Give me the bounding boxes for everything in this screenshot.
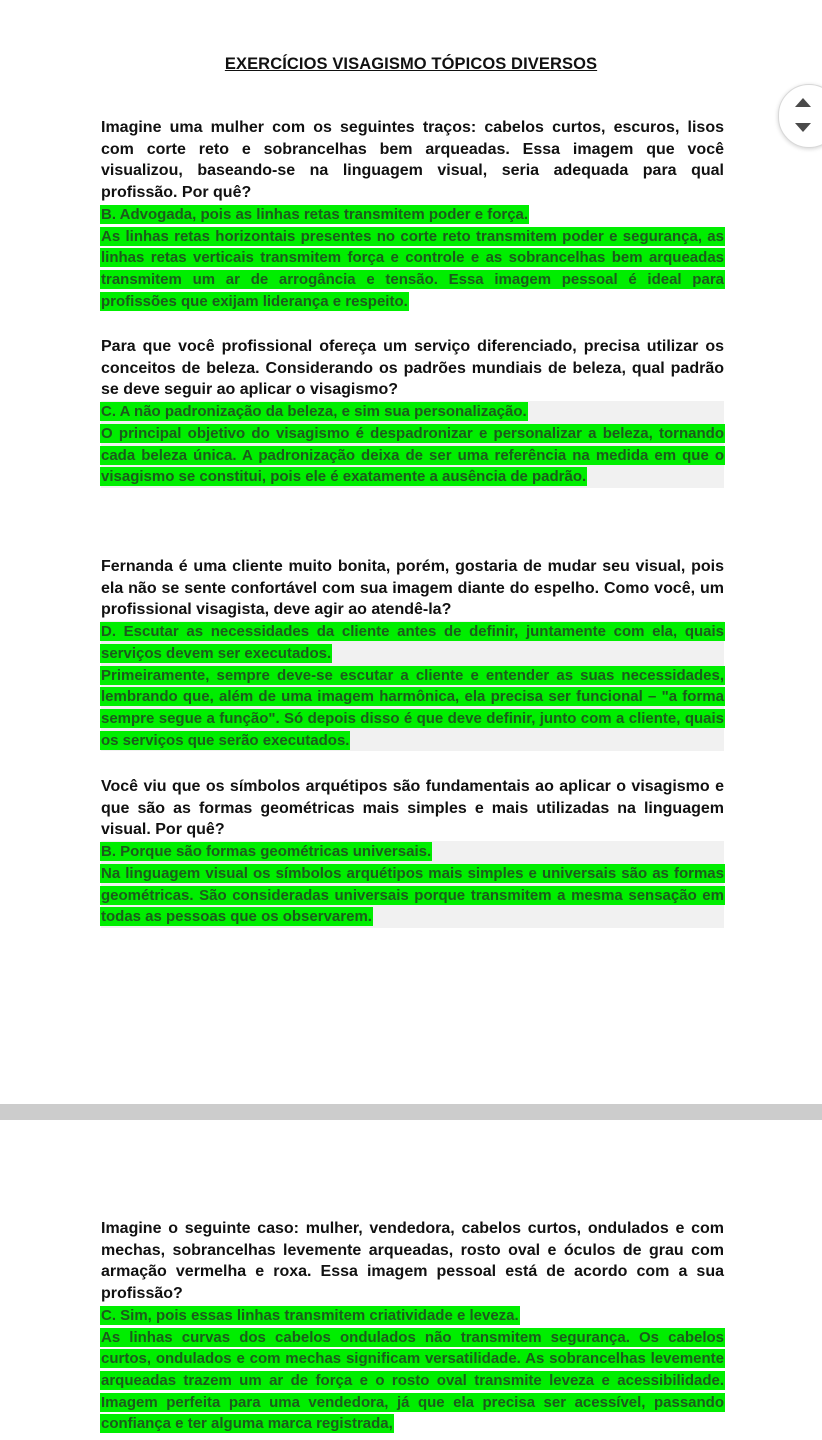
question-text: Imagine uma mulher com os seguintes traços: cabelos curtos, escuros, lisos com corte reto e sobrancelhas bem arqueadas. Essa imagem que você visualizou, baseando-se na linguagem visual, seria adequada para qual profissão. Por quê? xyxy=(101,119,724,202)
answer-highlight: C. A não padronização da beleza, e sim sua personalização. xyxy=(101,403,527,421)
answer-option xyxy=(101,1305,724,1327)
chevron-up-icon[interactable] xyxy=(795,98,811,107)
answer-option xyxy=(101,401,724,423)
answer-highlight: D. Escutar as necessidades da cliente antes de definir, juntamente com ela, quais serviços devem ser executados. xyxy=(101,623,724,662)
answer-explanation xyxy=(101,423,724,488)
answer-box xyxy=(101,841,724,928)
question-text: Para que você profissional ofereça um serviço diferenciado, precisa utilizar os conceitos de beleza. Considerando os padrões mundiais de beleza, qual padrão se deve seguir ao aplicar o visagismo? xyxy=(101,338,724,399)
chevron-down-icon[interactable] xyxy=(795,123,811,132)
explanation-highlight: As linhas retas horizontais presentes no corte reto transmitem poder e segurança, as linhas retas verticais transmitem força e controle e as sobrancelhas bem arqueadas transmitem um ar de arrogância e tensão. Essa imagem pessoal é ideal para profissões que exijam liderança e respeito. xyxy=(101,227,724,310)
page-divider xyxy=(0,1104,822,1120)
answer-explanation xyxy=(101,226,724,313)
explanation-highlight: Primeiramente, sempre deve-se escutar a cliente e entender as suas necessidades, lembrando que, além de uma imagem harmônica, ela precisa ser funcional – "a forma sempre segue a função". Só depois disso é que deve definir, junto com a cliente, quais os serviços que serão executados. xyxy=(101,666,724,749)
answer-highlight: B. Porque são formas geométricas universais. xyxy=(101,843,432,861)
document-title: EXERCÍCIOS VISAGISMO TÓPICOS DIVERSOS xyxy=(224,55,598,73)
answer-box xyxy=(101,401,724,488)
question-text: Você viu que os símbolos arquétipos são fundamentais ao aplicar o visagismo e que são as formas geométricas mais simples e mais utilizadas na linguagem visual. Por quê? xyxy=(101,778,724,839)
answer-option xyxy=(101,204,724,226)
exercise-block xyxy=(101,1218,724,1435)
answer-option xyxy=(101,841,724,863)
answer-option xyxy=(101,621,724,664)
page-scroll-control[interactable] xyxy=(778,84,822,148)
exercise-block xyxy=(101,117,724,312)
explanation-highlight: O principal objetivo do visagismo é despadronizar e personalizar a beleza, tornando cada beleza única. A padronização deixa de ser uma referência na medida em que o visagismo se constitui, pois ele é exatamente a ausência de padrão. xyxy=(101,424,724,486)
answer-box xyxy=(101,621,724,751)
question-text: Fernanda é uma cliente muito bonita, porém, gostaria de mudar seu visual, pois ela não se sente confortável com sua imagem diante do espelho. Como você, um profissional visagista, deve agir ao atendê-la? xyxy=(101,558,724,619)
explanation-highlight: As linhas curvas dos cabelos ondulados não transmitem segurança. Os cabelos curtos, ondulados e com mechas significam versatilidade. As sobrancelhas levemente arqueadas trazem um ar de força e o rosto oval transmite leveza e acessibilidade. Imagem perfeita para uma vendedora, já que ela precisa ser acessível, passando confiança e ter alguma marca registrada, xyxy=(101,1328,724,1433)
explanation-highlight: Na linguagem visual os símbolos arquétipos mais simples e universais são as formas geométricas. São consideradas universais porque transmitem a mesma sensação em todas as pessoas que os observarem. xyxy=(101,864,724,926)
answer-explanation xyxy=(101,863,724,928)
answer-highlight: B. Advogada, pois as linhas retas transmitem poder e força. xyxy=(101,205,529,223)
exercise-block xyxy=(101,556,724,751)
question-text: Imagine o seguinte caso: mulher, vendedora, cabelos curtos, ondulados e com mechas, sobrancelhas levemente arqueadas, rosto oval e óculos de grau com armação vermelha e roxa. Essa imagem pessoal está de acordo com a sua profissão? xyxy=(101,1220,724,1303)
answer-explanation xyxy=(101,665,724,752)
exercise-block xyxy=(101,336,724,488)
answer-highlight: C. Sim, pois essas linhas transmitem criatividade e leveza. xyxy=(101,1306,519,1324)
answer-explanation xyxy=(101,1327,724,1436)
exercise-block xyxy=(101,776,724,928)
